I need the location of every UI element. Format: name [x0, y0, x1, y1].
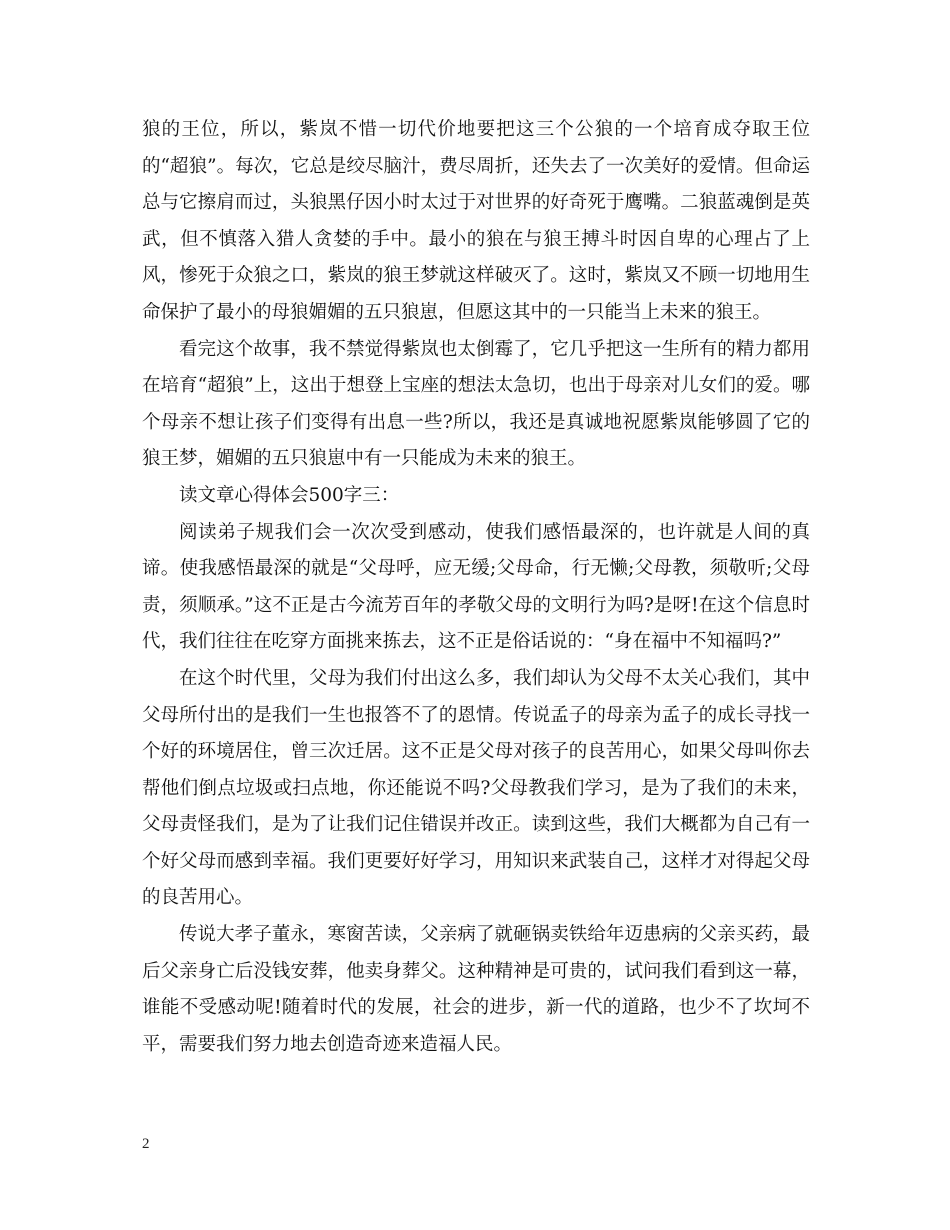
document-body	[142, 112, 810, 1063]
paragraph-4: 在这个时代里，父母为我们付出这么多，我们却认为父母不太关心我们，其中父母所付出的是我们一生也报答不了的恩情。传说孟子的母亲为孟子的成长寻找一个好的环境居住，曾三次迁居。这不正是父母对孩子的良苦用心，如果父母叫你去帮他们倒点垃圾或扫点地，你还能说不吗?父母教我们学习，是为了我们的未来，父母责怪我们，是为了让我们记住错误并改正。读到这些，我们大概都为自己有一个好父母而感到幸福。我们更要好好学习，用知识来武装自己，这样才对得起父母的良苦用心。	[142, 667, 810, 909]
section-heading: 读文章心得体会500字三：	[179, 484, 400, 506]
paragraph-1: 狼的王位，所以，紫岚不惜一切代价地要把这三个公狼的一个培育成夺取王位的“超狼”。每次，它总是绞尽脑汁，费尽周折，还失去了一次美好的爱情。但命运总与它擦肩而过，头狼黑仔因小时太过于对世界的好奇死于鹰嘴。二狼蓝魂倒是英武，但不慎落入猎人贪婪的手中。最小的狼在与狼王搏斗时因自卑的心理占了上风，惨死于众狼之口，紫岚的狼王梦就这样破灭了。这时，紫岚又不顾一切地用生命保护了最小的母狼媚媚的五只狼崽，但愿这其中的一只能当上未来的狼王。	[142, 119, 810, 323]
page-number: 2	[142, 1136, 150, 1152]
paragraph-3: 阅读弟子规我们会一次次受到感动，使我们感悟最深的，也许就是人间的真谛。使我感悟最深的就是“父母呼，应无缓;父母命，行无懒;父母教，须敬听;父母责，须顺承。”这不正是古今流芳百年的孝敬父母的文明行为吗?是呀!在这个信息时代，我们往往在吃穿方面挑来拣去，这不正是俗话说的：“身在福中不知福吗?”	[142, 521, 810, 653]
paragraph-5: 传说大孝子董永，寒窗苦读，父亲病了就砸锅卖铁给年迈患病的父亲买药，最后父亲身亡后没钱安葬，他卖身葬父。这种精神是可贵的，试问我们看到这一幕，谁能不受感动呢!随着时代的发展，社会的进步，新一代的道路，也少不了坎坷不平，需要我们努力地去创造奇迹来造福人民。	[142, 924, 810, 1055]
paragraph-2: 看完这个故事，我不禁觉得紫岚也太倒霉了，它几乎把这一生所有的精力都用在培育“超狼”上，这出于想登上宝座的想法太急切，也出于母亲对儿女们的爱。哪个母亲不想让孩子们变得有出息一些?所以，我还是真诚地祝愿紫岚能够圆了它的狼王梦，媚媚的五只狼崽中有一只能成为未来的狼王。	[142, 338, 810, 470]
